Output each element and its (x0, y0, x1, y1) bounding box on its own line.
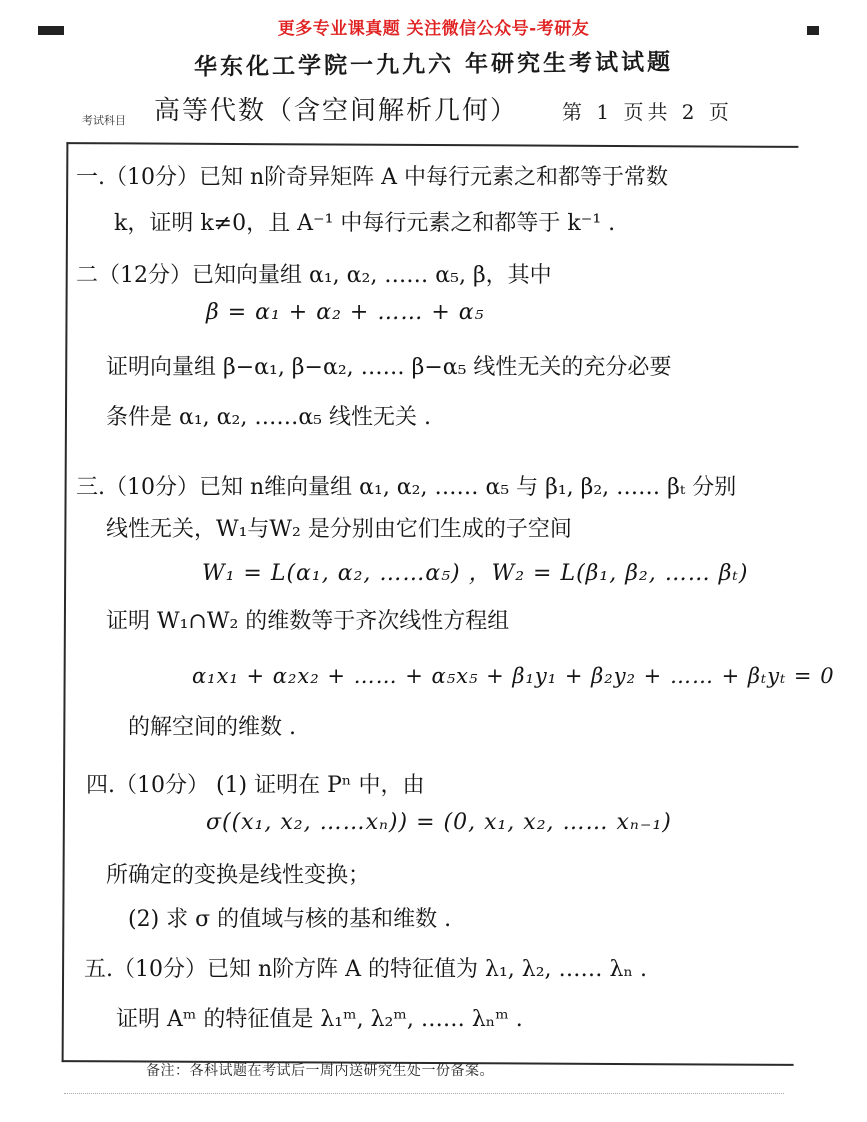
subject-name: 高等代数（含空间解析几何） (154, 96, 519, 126)
subject-row (82, 90, 782, 130)
problem-3-line-2: 线性无关，W₁与W₂ 是分别由它们生成的子空间 (106, 517, 572, 542)
problem-2-line-1: 二（12分）已知向量组 α₁, α₂, …… α₅, β，其中 (76, 263, 552, 288)
exam-title: 华东化工学院一九九六 年研究生考试试题 (193, 48, 674, 81)
problem-2-formula: β = α₁ + α₂ + …… + α₅ (206, 300, 485, 325)
problem-1-line-2: k，证明 k≠0，且 A⁻¹ 中每行元素之和都等于 k⁻¹ . (114, 211, 616, 236)
problem-3-line-4: 的解空间的维数 . (128, 715, 296, 740)
problem-2-line-3: 条件是 α₁, α₂, ……α₅ 线性无关 . (106, 405, 431, 430)
problem-1-line-1: 一.（10分）已知 n阶奇异矩阵 A 中每行元素之和都等于常数 (76, 165, 669, 190)
subject-label: 考试科目 (82, 114, 126, 127)
problem-5-line-1: 五.（10分）已知 n阶方阵 A 的特征值为 λ₁, λ₂, …… λₙ . (84, 957, 647, 982)
problem-4-line-3: (2) 求 σ 的值域与核的基和维数 . (128, 907, 452, 932)
problem-3-line-1: 三.（10分）已知 n维向量组 α₁, α₂, …… α₅ 与 β₁, β₂, …… βₜ 分别 (76, 475, 737, 500)
footer-note: 备注：各科试题在考试后一周内送研究生处一份备案。 (146, 1063, 494, 1079)
scan-noise-line (64, 1093, 784, 1096)
problem-4-line-1: 四.（10分） (1) 证明在 Pⁿ 中，由 (86, 773, 425, 798)
problem-4-line-2: 所确定的变换是线性变换； (106, 863, 371, 888)
watermark-banner: 更多专业课真题 关注微信公众号-考研友 (277, 19, 590, 39)
problem-5-line-2: 证明 Aᵐ 的特征值是 λ₁ᵐ, λ₂ᵐ, …… λₙᵐ . (116, 1007, 523, 1032)
problem-3-formula-2: α₁x₁ + α₂x₂ + …… + α₅x₅ + β₁y₁ + β₂y₂ + …… + βₜyₜ = 0 (192, 664, 835, 688)
problem-4-formula: σ((x₁, x₂, ……xₙ)) = (0, x₁, x₂, …… xₙ₋₁) (206, 810, 672, 835)
problem-3-line-3: 证明 W₁∩W₂ 的维数等于齐次线性方程组 (106, 609, 510, 634)
problem-2-line-2: 证明向量组 β−α₁, β−α₂, …… β−α₅ 线性无关的充分必要 (106, 355, 672, 380)
page-info: 第 1 页共 2 页 (562, 100, 733, 124)
problem-3-formula-1: W₁ = L(α₁, α₂, ……α₅) ，W₂ = L(β₁, β₂, …… βₜ) (202, 561, 749, 586)
scan-mark-right (807, 26, 819, 35)
scan-mark-left (38, 26, 64, 35)
